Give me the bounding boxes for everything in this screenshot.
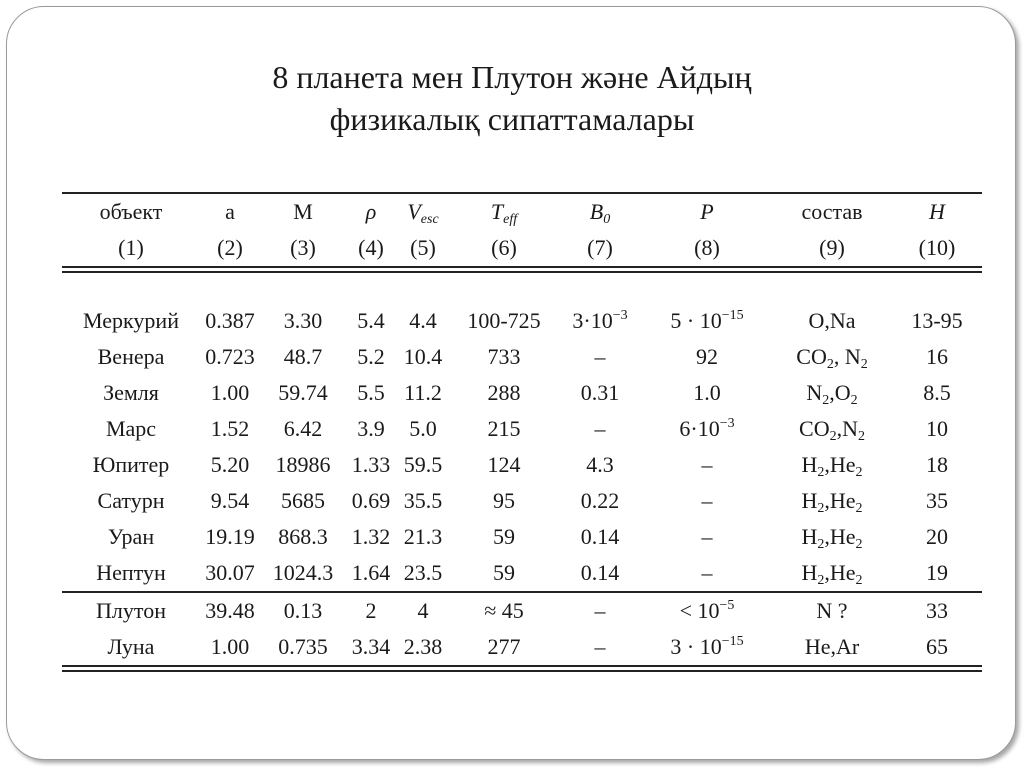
escape-velocity-cell: 21.3: [403, 524, 443, 549]
a-cell: 1.00: [210, 634, 250, 659]
density-cell: 3.34: [351, 634, 391, 659]
mass-cell: 868.3: [278, 524, 328, 549]
object-cell: Нептун: [96, 560, 166, 585]
header-teff: $T_{eff}$: [490, 199, 518, 227]
magnetic-field-cell: –: [594, 598, 606, 623]
magnetic-field-cell: –: [594, 344, 606, 369]
planet-table-body: [62, 273, 982, 665]
a-cell: 30.07: [205, 560, 255, 585]
a-cell: 0.387: [205, 308, 255, 333]
header-num-6: (6): [491, 235, 517, 260]
header-h: H: [929, 199, 945, 224]
a-cell: 1.52: [210, 416, 250, 441]
scale-height-cell: 16: [926, 344, 948, 369]
header-num-8: (8): [694, 235, 720, 260]
header-num-5: (5): [410, 235, 436, 260]
temperature-cell: 95: [493, 488, 515, 513]
planet-table-wrap: [62, 192, 982, 672]
scale-height-cell: 8.5: [923, 380, 951, 405]
object-cell: Марс: [105, 416, 157, 441]
pressure-cell: < $10^{-5}$: [679, 598, 735, 623]
object-cell: Сатурн: [97, 488, 165, 513]
table-row: [62, 411, 982, 447]
scale-height-cell: 13-95: [911, 308, 963, 333]
header-numbers-row: [62, 230, 982, 266]
pressure-cell: 1.0: [693, 380, 721, 405]
temperature-cell: 277: [487, 634, 521, 659]
scale-height-cell: 10: [926, 416, 948, 441]
header-a: a: [225, 199, 235, 224]
composition-cell: He,Ar: [804, 634, 860, 659]
composition-cell: $H_2,He_2$: [801, 560, 863, 588]
header-num-7: (7): [587, 235, 613, 260]
table-row: [62, 555, 982, 592]
magnetic-field-cell: $3\cdot 10^{-3}$: [572, 308, 628, 333]
mass-cell: 48.7: [283, 344, 323, 369]
a-cell: 39.48: [205, 598, 255, 623]
magnetic-field-cell: –: [594, 416, 606, 441]
mass-cell: 6.42: [283, 416, 323, 441]
table-row: [62, 303, 982, 339]
pressure-cell: –: [701, 488, 713, 513]
pressure-cell: $3 \cdot 10^{-15}$: [670, 634, 744, 659]
header-m: M: [293, 199, 313, 224]
mass-cell: 18986: [275, 452, 331, 477]
table-row: [62, 447, 982, 483]
composition-cell: $CO_2,N_2$: [799, 416, 865, 444]
mass-cell: 1024.3: [272, 560, 334, 585]
density-cell: 3.9: [357, 416, 385, 441]
escape-velocity-cell: 2.38: [403, 634, 443, 659]
temperature-cell: ≈ 45: [484, 598, 524, 623]
pressure-cell: $6\cdot 10^{-3}$: [679, 416, 735, 441]
object-cell: Юпитер: [92, 452, 170, 477]
density-cell: 0.69: [351, 488, 391, 513]
header-num-3: (3): [290, 235, 316, 260]
slide-title: [0, 56, 1024, 140]
table-row: [62, 375, 982, 411]
a-cell: 19.19: [205, 524, 255, 549]
a-cell: 1.00: [210, 380, 250, 405]
header-num-2: (2): [217, 235, 243, 260]
header-symbols-row: [62, 194, 982, 230]
escape-velocity-cell: 35.5: [403, 488, 443, 513]
escape-velocity-cell: 59.5: [403, 452, 443, 477]
header-p: P: [700, 199, 714, 224]
density-cell: 2: [365, 598, 377, 623]
composition-cell: $H_2,He_2$: [801, 452, 863, 480]
scale-height-cell: 33: [926, 598, 948, 623]
header-rho: ρ: [365, 199, 377, 224]
object-cell: Венера: [97, 344, 165, 369]
density-cell: 5.5: [357, 380, 385, 405]
planet-table: [62, 194, 982, 266]
magnetic-field-cell: 0.14: [580, 560, 620, 585]
header-b0: $B_0$: [589, 199, 611, 227]
object-cell: Плутон: [96, 598, 166, 623]
pressure-cell: –: [701, 452, 713, 477]
table-bottom-rule: [62, 665, 982, 672]
composition-cell: $H_2,He_2$: [801, 488, 863, 516]
table-row: [62, 519, 982, 555]
header-double-rule: [62, 266, 982, 273]
object-cell: Луна: [107, 634, 155, 659]
escape-velocity-cell: 4.4: [409, 308, 437, 333]
header-num-4: (4): [358, 235, 384, 260]
magnetic-field-cell: 0.31: [580, 380, 620, 405]
table-row: [62, 339, 982, 375]
magnetic-field-cell: –: [594, 634, 606, 659]
pressure-cell: $5 \cdot 10^{-15}$: [670, 308, 744, 333]
temperature-cell: 215: [487, 416, 521, 441]
header-num-1: (1): [118, 235, 144, 260]
header-num-10: (10): [918, 235, 956, 260]
mass-cell: 59.74: [278, 380, 328, 405]
density-cell: 5.2: [357, 344, 385, 369]
magnetic-field-cell: 0.14: [580, 524, 620, 549]
escape-velocity-cell: 4: [417, 598, 429, 623]
composition-cell: N ?: [816, 598, 848, 623]
escape-velocity-cell: 10.4: [403, 344, 443, 369]
table-row: [62, 483, 982, 519]
a-cell: 9.54: [210, 488, 250, 513]
mass-cell: 0.735: [278, 634, 328, 659]
mass-cell: 5685: [281, 488, 325, 513]
escape-velocity-cell: 5.0: [409, 416, 437, 441]
table-row: [62, 593, 982, 629]
composition-cell: $N_2,O_2$: [806, 380, 858, 408]
pressure-cell: –: [701, 560, 713, 585]
density-cell: 1.33: [351, 452, 391, 477]
mass-cell: 0.13: [283, 598, 323, 623]
object-cell: Земля: [103, 380, 159, 405]
temperature-cell: 288: [487, 380, 521, 405]
header-composition: состав: [801, 199, 863, 224]
scale-height-cell: 65: [926, 634, 948, 659]
composition-cell: $CO_2$, $N_2$: [796, 344, 868, 372]
magnetic-field-cell: 0.22: [580, 488, 620, 513]
header-object: объект: [99, 199, 163, 224]
composition-cell: O,Na: [808, 308, 856, 333]
temperature-cell: 59: [493, 524, 515, 549]
density-cell: 1.32: [351, 524, 391, 549]
escape-velocity-cell: 23.5: [403, 560, 443, 585]
title-line-2: физикалық сипаттамалары: [329, 101, 695, 137]
composition-cell: $H_2,He_2$: [801, 524, 863, 552]
object-cell: Меркурий: [83, 308, 179, 333]
scale-height-cell: 19: [926, 560, 948, 585]
a-cell: 5.20: [210, 452, 250, 477]
pressure-cell: 92: [696, 344, 718, 369]
scale-height-cell: 35: [926, 488, 948, 513]
table-row: [62, 629, 982, 665]
scale-height-cell: 18: [926, 452, 948, 477]
pressure-cell: –: [701, 524, 713, 549]
temperature-cell: 100-725: [467, 308, 541, 333]
scale-height-cell: 20: [926, 524, 948, 549]
escape-velocity-cell: 11.2: [404, 380, 442, 405]
mass-cell: 3.30: [283, 308, 323, 333]
a-cell: 0.723: [205, 344, 255, 369]
header-vesc: $V_{esc}$: [407, 199, 439, 227]
magnetic-field-cell: 4.3: [586, 452, 614, 477]
temperature-cell: 733: [487, 344, 521, 369]
temperature-cell: 59: [493, 560, 515, 585]
object-cell: Уран: [107, 524, 155, 549]
header-num-9: (9): [819, 235, 845, 260]
title-line-1: 8 планета мен Плутон және Айдың: [272, 59, 752, 95]
density-cell: 5.4: [357, 308, 385, 333]
density-cell: 1.64: [351, 560, 391, 585]
temperature-cell: 124: [487, 452, 521, 477]
